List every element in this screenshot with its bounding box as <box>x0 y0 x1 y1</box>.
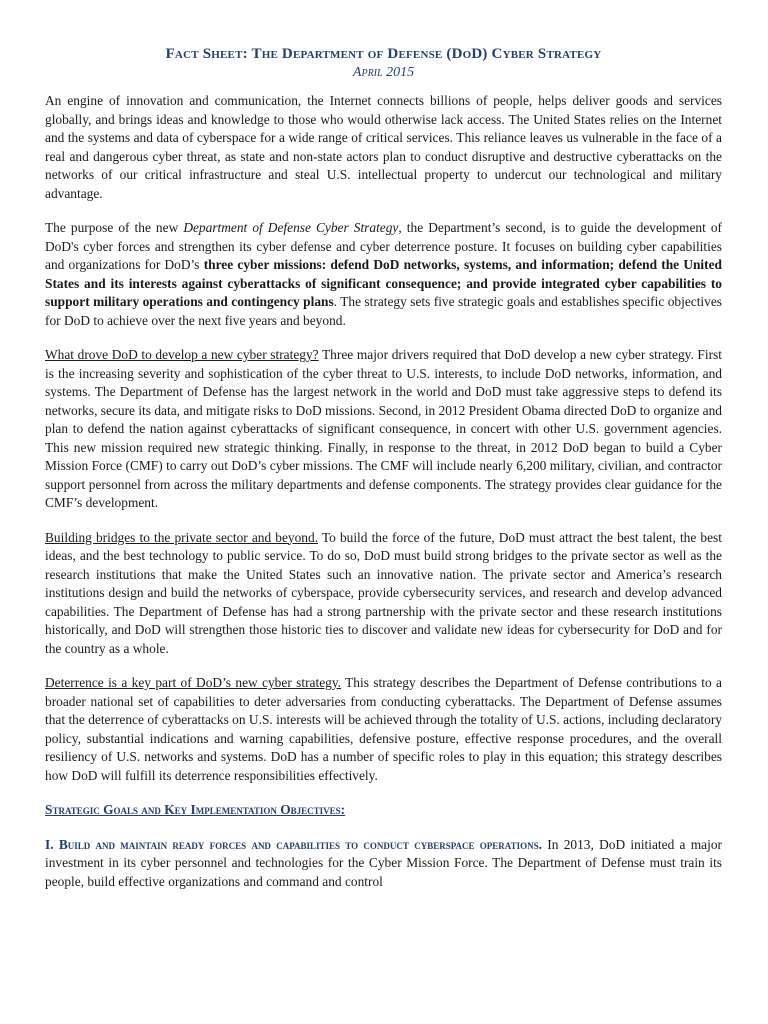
deterrence-lead: Deterrence is a key part of DoD’s new cyber strategy. <box>45 675 342 690</box>
section-heading: Strategic Goals and Key Implementation Objectives: <box>45 802 346 817</box>
private-sector-lead: Building bridges to the private sector and beyond. <box>45 529 319 545</box>
page-title: Fact Sheet: The Department of Defense (DoD) Cyber Strategy <box>165 46 602 62</box>
goal-1-heading: I. Build and maintain ready forces and capabilities to conduct cyberspace operations. <box>45 836 543 852</box>
cyber-missions-bold: three cyber missions: defend DoD networks, systems, and information; defend the United States and its interests against cyberattacks of significant consequence; and provide integrated cyber capabilities to support military operations and contingency plans <box>45 257 723 309</box>
goal-1-body: In 2013, DoD initiated a major investment in its cyber personnel and technologies for the Cyber Mission Force. The Department of Defense must train its people, build effective organizations and command and control <box>45 836 722 889</box>
title-block <box>45 44 722 82</box>
goal-1-paragraph <box>45 836 722 892</box>
purpose-text-c: . The strategy sets five strategic goals and establishes specific objectives for DoD to achieve over the next five years and beyond. <box>45 294 722 328</box>
purpose-paragraph <box>45 219 722 330</box>
drivers-lead: What drove DoD to develop a new cyber strategy? <box>45 347 319 362</box>
private-sector-body: To build the force of the future, DoD must attract the best talent, the best ideas, and the best technology to public service. To do so, DoD must build strong bridges to the private sector as well as the research institutions that make the United States such an innovative nation. The private sector and America’s research institutions design and build the networks of cyberspace, provide cybersecurity services, and research and develop advanced capabilities. The Department of Defense has had a strong partnership with the private sector and these research institutions historically, and DoD will strengthen those historic ties to discover and validate new ideas for cybersecurity for DoD and for the country as a whole. <box>45 529 722 656</box>
publication-date: April 2015 <box>352 65 415 80</box>
deterrence-body: This strategy describes the Department of Defense contributions to a broader national set of capabilities to deter adversaries from conducting cyberattacks. The Department of Defense assumes that the deterrence of cyberattacks on U.S. interests will be achieved through the totality of U.S. actions, including declaratory policy, substantial indications and warning capabilities, defensive posture, effective response procedures, and the overall resiliency of U.S. networks and systems. DoD has a number of specific roles to play in this equation; this strategy describes how DoD will fulfill its deterrence responsibilities effectively. <box>45 675 722 783</box>
drivers-paragraph <box>45 346 722 513</box>
drivers-body: Three major drivers required that DoD develop a new cyber strategy. First is the increasing severity and sophistication of the cyber threat to U.S. interests, to include DoD networks, information, and systems. The Department of Defense has the largest network in the world and DoD must take aggressive steps to defend its networks, secure its data, and mitigate risks to DoD missions. Second, in 2012 President Obama directed DoD to organize and plan to defend the nation against cyberattacks of significant consequence, in concert with other U.S. government agencies. This new mission required new strategic thinking. Finally, in response to the threat, in 2012 DoD began to build a Cyber Mission Force (CMF) to carry out DoD’s cyber missions. The CMF will include nearly 6,200 military, civilian, and contractor support personnel from across the military departments and defense components. The strategy provides clear guidance for the CMF’s development. <box>45 347 722 510</box>
purpose-text-a: The purpose of the new <box>45 220 184 235</box>
deterrence-paragraph <box>45 674 722 785</box>
intro-paragraph: An engine of innovation and communication, the Internet connects billions of people, helps deliver goods and services globally, and brings ideas and knowledge to those who would otherwise lack access. The United States relies on the Internet and the systems and data of cyberspace for a wide range of critical services. This reliance leaves us vulnerable in the face of a real and dangerous cyber threat, as state and non-state actors plan to conduct disruptive and destructive cyberattacks on the networks of our critical infrastructure and steal U.S. intellectual property to undercut our technological and military advantage. <box>45 93 722 201</box>
purpose-text-b: , the Department’s second, is to guide the development of DoD's cyber forces and strengthen its cyber defense and cyber deterrence posture. It focuses on building cyber capabilities and organizations for DoD’s <box>45 220 723 272</box>
strategy-title-italic: Department of Defense Cyber Strategy <box>183 220 399 235</box>
private-sector-paragraph <box>45 529 722 659</box>
